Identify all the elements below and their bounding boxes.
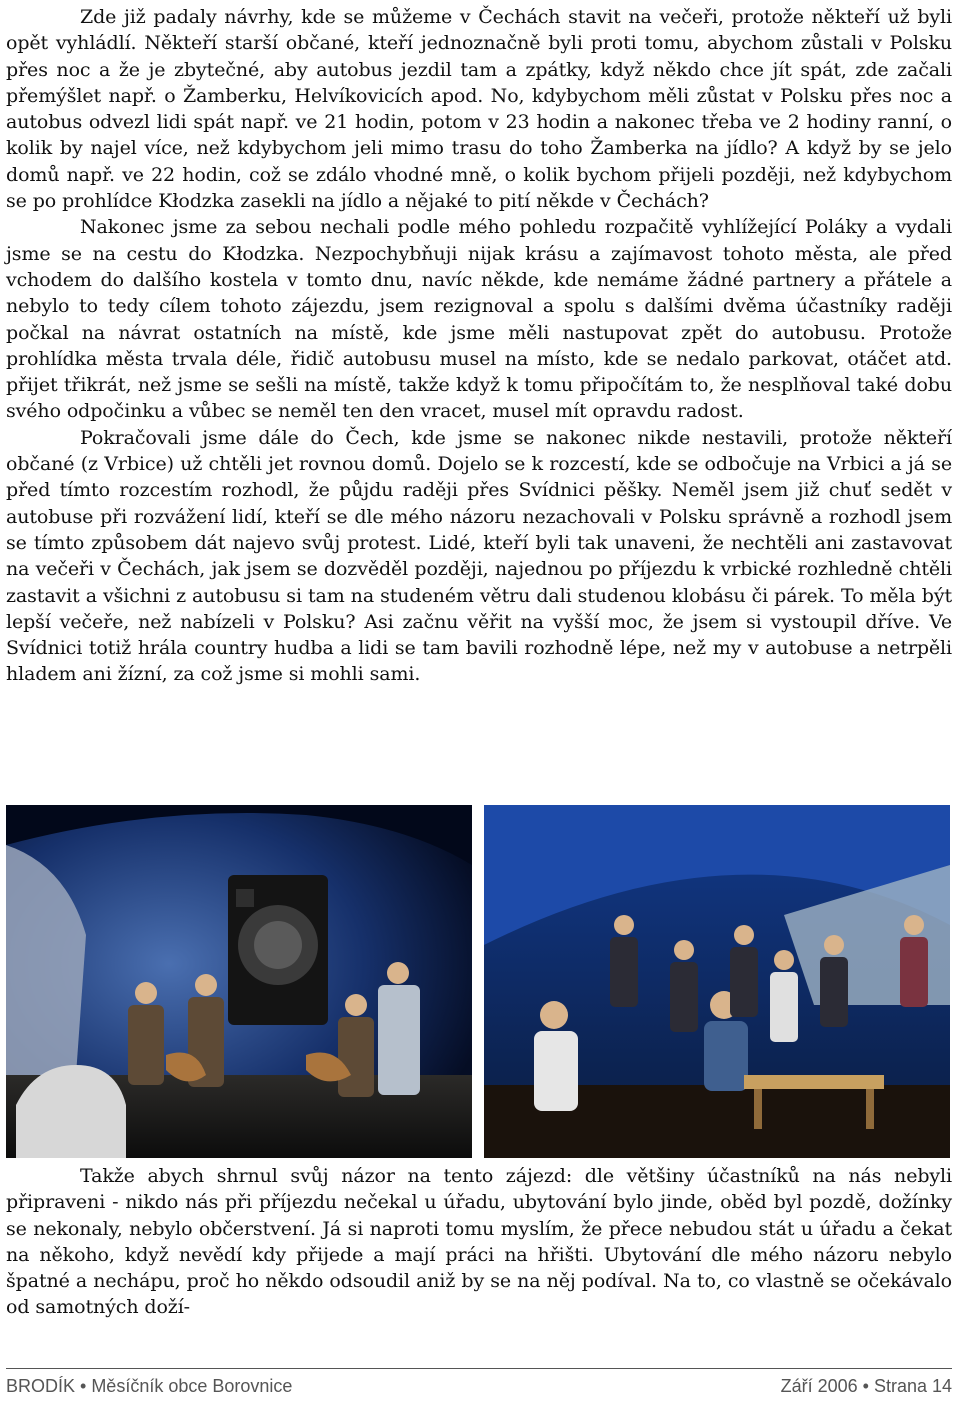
paragraph-4: Takže abych shrnul svůj názor na tento zájezd: dle většiny účastníků na nás nebyli připraveni - nikdo nás při příjezdu nečekal u úřadu, ubytování bylo jinde, oběd byl pozdě, dožínky se nekonaly, nebylo občerstvení. Já si naproti tomu myslím, že přece nebudou stát u úřadu a čekat na někoho, když nevědí kdy přijede a mají práci na hřišti. Ubytování dle mého názoru nebylo špatné a nechápu, proč ho někdo odsoudil aniž by se na něj podíval. Na to, co vlastně se očekávalo od samotných doží- [6, 1165, 952, 1319]
article-body [6, 0, 952, 688]
footer-publication: BRODÍK • Měsíčník obce Borovnice [6, 1376, 293, 1396]
paragraph-3: Pokračovali jsme dále do Čech, kde jsme se nakonec nikde nestavili, protože někteří občané (z Vrbice) už chtěli jet rovnou domů. Dojelo se k rozcestí, kde se odbočuje na Vrbici a já se před tímto rozcestím rozhodl, že půjdu raději přes Svídnici pěšky. Neměl jsem již chuť sedět v autobuse při rozvážení lidí, kteří se dle mého názoru nezachovali v Polsku správně a rozhodl jsem se tímto způsobem dát najevo svůj protest. Lidé, kteří byli tak unaveni, že nechtěli ani zastavovat na večeři v Čechách, jak jsem se dozvěděl později, najednou po příjezdu k vrbické rozhledně chtěli zastavit a všichni z autobusu si tam na studeném větru dali studenou klobásu či párek. To měla být lepší večeře, než nabízeli v Polsku? Asi začnu věřit na vyšší moc, že jsem si vystoupil dříve. Ve Svídnici totiž hrála country hudba a lidi se tam bavili rozhodně lépe, než my v autobuse a netrpěli hladem ani žízní, za což jsme si mohli sami. [6, 426, 952, 686]
footer-divider [6, 1368, 952, 1369]
photo-country-band [6, 805, 472, 1158]
paragraph-2: Nakonec jsme za sebou nechali podle mého pohledu rozpačitě vyhlížející Poláky a vydali jsme se na cestu do Kłodzka. Nezpochybňuji nijak krásu a zajímavost tohoto města, ale před vchodem do dalšího kostela v tomto dnu, navíc někde, kde nemáme žádné partnery a přátele a nebylo to tedy cílem tohoto zájezdu, jsem rezignoval a spolu s dalšími dvěma účastníky raději počkal na návrat ostatních na místě, kde jsme měli nastupovat zpět do autobusu. Protože prohlídka města trvala déle, řidič autobusu musel na místo, kde se nedalo parkovat, otáčet atd. přijet třikrát, než jsme se sešli na místě, takže když k tomu připočítám to, že nesplňoval také dobu svého odpočinku a vůbec se neměl ten den vracet, musel mít opravdu radost. [6, 216, 952, 423]
article-continuation [6, 1163, 952, 1321]
paragraph-1: Zde již padaly návrhy, kde se můžeme v Čechách stavit na večeři, protože někteří už byli opět vyhládlí. Někteří starší občané, kteří jednoznačně byli proti tomu, abychom zůstali v Polsku přes noc a že je zbytečné, aby autobus jezdil tam a zpátky, když někdo chce jít spát, zde začali přemýšlet např. o Žamberku, Helvíkovicích apod. No, kdybychom měli zůstat v Polsku přes noc a autobus odvezl lidi spát např. ve 21 hodin, potom v 23 hodin a nakonec třeba ve 2 hodiny ranní, o kolik by najel více, než kdybychom jeli mimo trasu do toho Žamberka na jídlo? A když by se jelo domů např. ve 22 hodin, což se zdálo vhodné mně, o kolik bychom přijeli později, než kdybychom se po prohlídce Kłodzka zasekli na jídlo a nějaké to pití někde v Čechách? [6, 6, 952, 213]
audience-illustration [484, 805, 950, 1158]
page-footer [6, 1376, 952, 1400]
footer-issue-page: Září 2006 • Strana 14 [780, 1376, 952, 1396]
photo-audience-tent [484, 805, 950, 1158]
photo-strip [6, 805, 950, 1160]
band-illustration [6, 805, 472, 1158]
